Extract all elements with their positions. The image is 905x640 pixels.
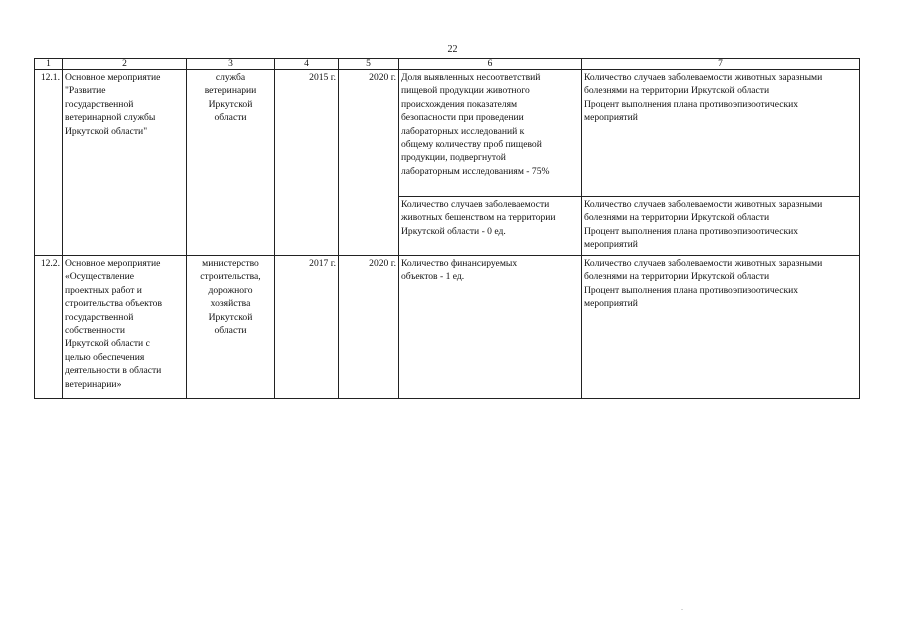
column-header-1: 1 bbox=[35, 59, 63, 70]
start-year: 2017 г. bbox=[275, 256, 339, 399]
column-header-2: 2 bbox=[63, 59, 187, 70]
start-year: 2015 г. bbox=[275, 70, 339, 256]
column-header-6: 6 bbox=[399, 59, 582, 70]
linked-indicators: Количество случаев заболеваемости животных заразными болезнями на территории Иркутской области Процент выполнения плана противоэпизоотических мероприятий bbox=[582, 197, 860, 256]
linked-indicators: Количество случаев заболеваемости животных заразными болезнями на территории Иркутской области Процент выполнения плана противоэпизоотических мероприятий bbox=[582, 256, 860, 399]
indicator: Доля выявленных несоответствий пищевой продукции животного происхождения показателям безопасности при проведении лабораторных исследований к общему количеству проб пищевой продукции, подвергнутой лабораторным исследованиям - 75% bbox=[399, 70, 582, 197]
linked-indicators: Количество случаев заболеваемости животных заразными болезнями на территории Иркутской области Процент выполнения плана противоэпизоотических мероприятий bbox=[582, 70, 860, 197]
table-row-12-2 bbox=[35, 256, 860, 399]
end-year: 2020 г. bbox=[339, 256, 399, 399]
column-header-3: 3 bbox=[187, 59, 275, 70]
scan-speck: . bbox=[681, 603, 683, 612]
row-number: 12.2. bbox=[35, 256, 63, 399]
row-number: 12.1. bbox=[35, 70, 63, 256]
executor: служба ветеринарии Иркутской области bbox=[187, 70, 275, 256]
event-name: Основное мероприятие «Осуществление проектных работ и строительства объектов государственной собственности Иркутской области с целью обеспечения деятельности в области ветеринарии» bbox=[63, 256, 187, 399]
end-year: 2020 г. bbox=[339, 70, 399, 256]
column-header-5: 5 bbox=[339, 59, 399, 70]
program-table bbox=[34, 58, 860, 399]
page-number: 22 bbox=[447, 44, 458, 55]
column-number-row bbox=[35, 59, 860, 70]
indicator: Количество финансируемых объектов - 1 ед. bbox=[399, 256, 582, 399]
executor: министерство строительства, дорожного хозяйства Иркутской области bbox=[187, 256, 275, 399]
table-row-12-1 bbox=[35, 70, 860, 197]
indicator: Количество случаев заболеваемости животных бешенством на территории Иркутской области - 0 ед. bbox=[399, 197, 582, 256]
event-name: Основное мероприятие "Развитие государственной ветеринарной службы Иркутской области" bbox=[63, 70, 187, 256]
column-header-4: 4 bbox=[275, 59, 339, 70]
column-header-7: 7 bbox=[582, 59, 860, 70]
